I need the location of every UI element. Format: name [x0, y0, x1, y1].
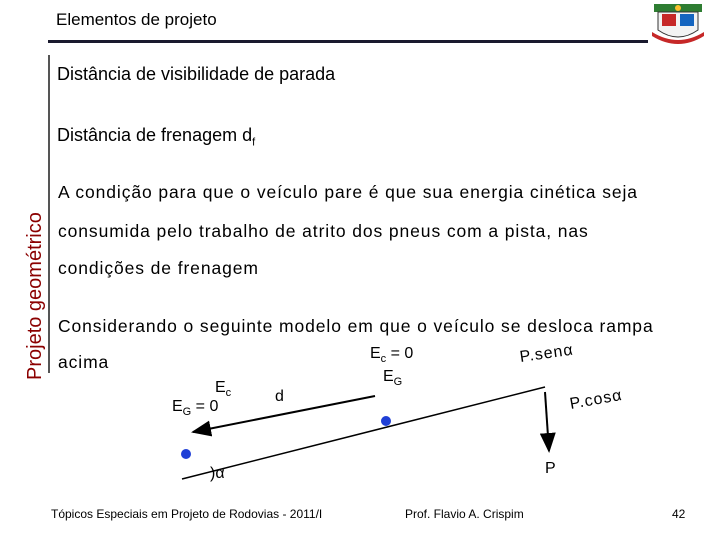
footer-author: Prof. Flavio A. Crispim — [405, 507, 524, 521]
paragraph-line: acima — [58, 352, 110, 372]
right-eg-sub: G — [393, 376, 403, 389]
right-kinetic-energy-label — [370, 345, 413, 365]
angle-label: )α — [210, 465, 225, 482]
end-point — [381, 416, 391, 426]
page-header-title: Elementos de projeto — [56, 10, 217, 29]
left-eg-rest: = 0 — [191, 398, 219, 415]
p-sen-label: P.senα — [518, 341, 575, 366]
sidebar-vertical-label: Projeto geométrico — [24, 212, 46, 380]
right-eg-main: E — [383, 368, 394, 385]
distance-arrow — [193, 396, 375, 432]
ramp-line — [182, 387, 545, 479]
left-potential-energy-label — [172, 398, 218, 418]
left-eg-sub: G — [182, 406, 192, 419]
subsection-heading-text: Distância de frenagem d — [57, 125, 253, 145]
start-point — [181, 449, 191, 459]
page-number: 42 — [672, 507, 686, 521]
paragraph-line: Considerando o seguinte modelo em que o veículo se desloca rampa — [58, 316, 654, 336]
weight-label: P — [545, 460, 556, 477]
right-ec-sub: c — [380, 353, 387, 366]
right-ec-main: E — [370, 345, 381, 362]
footer-course-title: Tópicos Especiais em Projeto de Rodovias - 2011/I — [51, 507, 323, 521]
distance-label: d — [275, 388, 284, 405]
right-potential-energy-label — [383, 368, 402, 388]
subsection-heading-subscript: f — [252, 136, 256, 149]
left-ec-main: E — [215, 379, 226, 396]
left-ec-sub: c — [225, 387, 232, 400]
p-cos-label: P.cosα — [568, 386, 624, 413]
weight-arrow — [545, 392, 549, 451]
paragraph-line: A condição para que o veículo pare é que sua energia cinética seja — [58, 182, 638, 202]
paragraph-line: condições de frenagem — [58, 258, 259, 278]
right-ec-rest: = 0 — [386, 345, 414, 362]
left-kinetic-energy-label — [215, 379, 231, 399]
paragraph-line: consumida pelo trabalho de atrito dos pneus com a pista, nas — [58, 221, 589, 241]
section-heading: Distância de visibilidade de parada — [57, 64, 336, 84]
left-eg-main: E — [172, 398, 183, 415]
